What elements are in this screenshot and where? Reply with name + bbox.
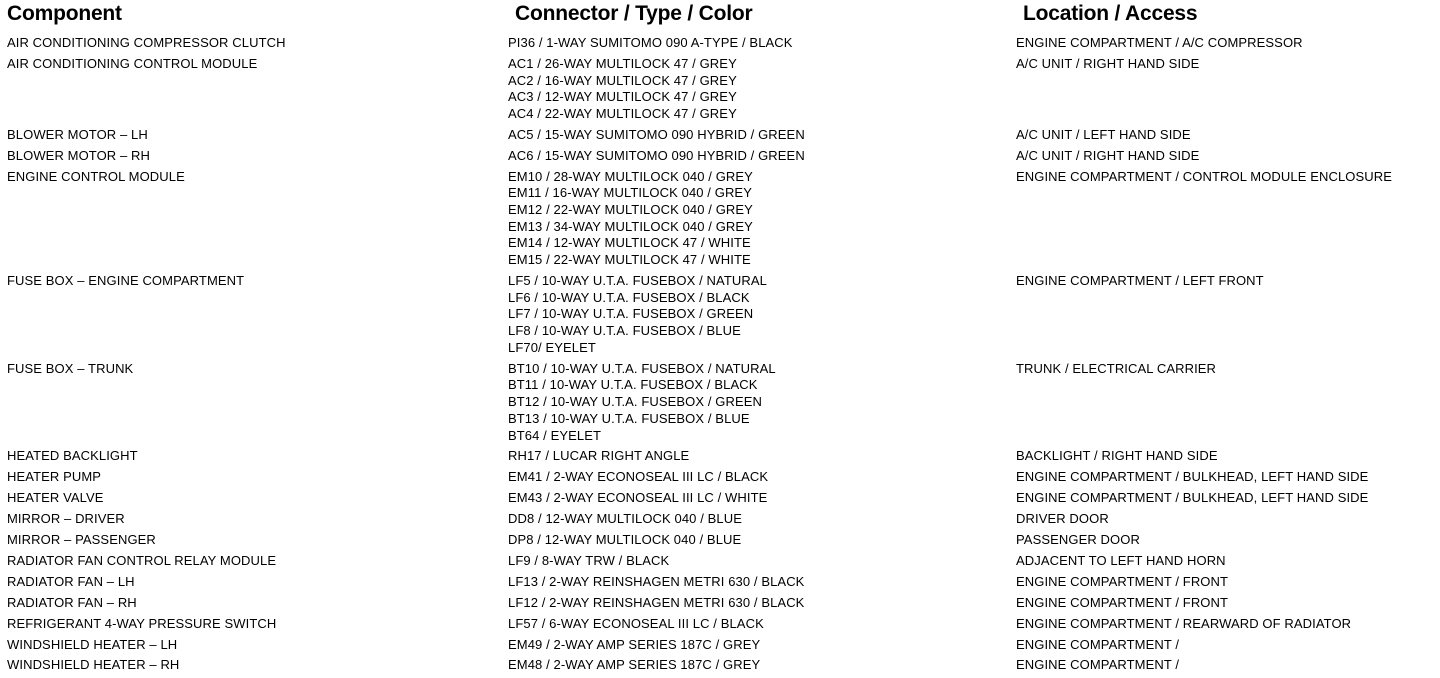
connector-line: EM49 / 2-WAY AMP SERIES 187C / GREY <box>508 636 761 652</box>
connector-line: EM14 / 12-WAY MULTILOCK 47 / WHITE <box>508 235 751 251</box>
component-cell: BLOWER MOTOR – LH <box>7 126 148 142</box>
connector-line: LF57 / 6-WAY ECONOSEAL III LC / BLACK <box>508 615 764 631</box>
component-cell: HEATER VALVE <box>7 490 104 506</box>
connector-line: DP8 / 12-WAY MULTILOCK 040 / BLUE <box>508 532 742 548</box>
table-row <box>0 574 1440 595</box>
connector-cell <box>508 511 1016 532</box>
connector-line: AC2 / 16-WAY MULTILOCK 47 / GREY <box>508 72 737 88</box>
connector-line: EM43 / 2-WAY ECONOSEAL III LC / WHITE <box>508 490 768 506</box>
connector-cell <box>508 35 1016 56</box>
location-cell: ENGINE COMPARTMENT / FRONT <box>1016 594 1229 610</box>
component-cell: AIR CONDITIONING CONTROL MODULE <box>7 55 258 71</box>
table-body <box>0 35 1440 678</box>
component-cell: RADIATOR FAN – RH <box>7 594 137 610</box>
table-row <box>0 469 1440 490</box>
location-cell: A/C UNIT / RIGHT HAND SIDE <box>1016 147 1200 163</box>
component-cell: FUSE BOX – ENGINE COMPARTMENT <box>7 273 245 289</box>
header-component: Component <box>7 2 122 25</box>
location-cell: PASSENGER DOOR <box>1016 532 1140 548</box>
connector-line: EM10 / 28-WAY MULTILOCK 040 / GREY <box>508 168 753 184</box>
location-cell: ENGINE COMPARTMENT / <box>1016 636 1180 652</box>
connector-line: EM48 / 2-WAY AMP SERIES 187C / GREY <box>508 657 761 673</box>
component-cell: MIRROR – DRIVER <box>7 511 125 527</box>
header-location: Location / Access <box>1023 2 1198 25</box>
connector-line: BT11 / 10-WAY U.T.A. FUSEBOX / BLACK <box>508 377 758 393</box>
component-cell: HEATER PUMP <box>7 469 102 485</box>
table-row <box>0 553 1440 574</box>
connector-cell <box>508 553 1016 574</box>
connector-line: BT64 / EYELET <box>508 427 602 443</box>
connector-line: LF12 / 2-WAY REINSHAGEN METRI 630 / BLACK <box>508 594 805 610</box>
component-cell: FUSE BOX – TRUNK <box>7 360 134 376</box>
connector-cell <box>508 273 1016 361</box>
table-row <box>0 273 1440 361</box>
connector-line: EM12 / 22-WAY MULTILOCK 040 / GREY <box>508 202 753 218</box>
connector-line: LF7 / 10-WAY U.T.A. FUSEBOX / GREEN <box>508 306 754 322</box>
location-cell: ENGINE COMPARTMENT / LEFT FRONT <box>1016 273 1264 289</box>
connector-cell <box>508 361 1016 449</box>
connector-cell <box>508 148 1016 169</box>
table-row <box>0 127 1440 148</box>
table-row <box>0 490 1440 511</box>
location-cell: TRUNK / ELECTRICAL CARRIER <box>1016 360 1217 376</box>
connector-line: EM41 / 2-WAY ECONOSEAL III LC / BLACK <box>508 469 769 485</box>
connector-cell <box>508 127 1016 148</box>
connector-line: LF8 / 10-WAY U.T.A. FUSEBOX / BLUE <box>508 323 741 339</box>
connector-cell <box>508 595 1016 616</box>
location-cell: ENGINE COMPARTMENT / BULKHEAD, LEFT HAND SIDE <box>1016 490 1369 506</box>
connector-line: LF6 / 10-WAY U.T.A. FUSEBOX / BLACK <box>508 289 750 305</box>
component-cell: RADIATOR FAN – LH <box>7 573 135 589</box>
component-cell: REFRIGERANT 4-WAY PRESSURE SWITCH <box>7 615 277 631</box>
location-cell: ADJACENT TO LEFT HAND HORN <box>1016 552 1226 568</box>
component-cell: MIRROR – PASSENGER <box>7 532 156 548</box>
connector-line: BT10 / 10-WAY U.T.A. FUSEBOX / NATURAL <box>508 360 776 376</box>
table-header <box>0 0 1440 30</box>
connector-cell <box>508 490 1016 511</box>
component-cell: BLOWER MOTOR – RH <box>7 147 151 163</box>
connector-line: LF13 / 2-WAY REINSHAGEN METRI 630 / BLACK <box>508 573 805 589</box>
connector-table <box>0 35 1440 678</box>
connector-cell <box>508 574 1016 595</box>
connector-line: BT12 / 10-WAY U.T.A. FUSEBOX / GREEN <box>508 394 763 410</box>
connector-line: LF5 / 10-WAY U.T.A. FUSEBOX / NATURAL <box>508 273 767 289</box>
table-row <box>0 169 1440 273</box>
connector-line: DD8 / 12-WAY MULTILOCK 040 / BLUE <box>508 511 743 527</box>
header-connector: Connector / Type / Color <box>515 2 753 25</box>
connector-line: AC6 / 15-WAY SUMITOMO 090 HYBRID / GREEN <box>508 147 805 163</box>
location-cell: DRIVER DOOR <box>1016 511 1109 527</box>
table-row <box>0 56 1440 127</box>
connector-cell <box>508 616 1016 637</box>
component-cell: RADIATOR FAN CONTROL RELAY MODULE <box>7 552 277 568</box>
table-row <box>0 448 1440 469</box>
connector-cell <box>508 56 1016 127</box>
connector-cell <box>508 448 1016 469</box>
connector-line: LF9 / 8-WAY TRW / BLACK <box>508 552 670 568</box>
component-cell: WINDSHIELD HEATER – RH <box>7 657 180 673</box>
table-row <box>0 511 1440 532</box>
location-cell: ENGINE COMPARTMENT / FRONT <box>1016 573 1229 589</box>
table-row <box>0 35 1440 56</box>
connector-line: AC3 / 12-WAY MULTILOCK 47 / GREY <box>508 89 737 105</box>
connector-cell <box>508 469 1016 490</box>
table-row <box>0 657 1440 678</box>
table-row <box>0 361 1440 449</box>
location-cell: ENGINE COMPARTMENT / BULKHEAD, LEFT HAND SIDE <box>1016 469 1369 485</box>
component-cell: WINDSHIELD HEATER – LH <box>7 636 178 652</box>
table-row <box>0 532 1440 553</box>
location-cell: ENGINE COMPARTMENT / REARWARD OF RADIATOR <box>1016 615 1352 631</box>
table-row <box>0 595 1440 616</box>
connector-line: EM11 / 16-WAY MULTILOCK 040 / GREY <box>508 185 752 201</box>
connector-line: RH17 / LUCAR RIGHT ANGLE <box>508 448 690 464</box>
location-cell: A/C UNIT / LEFT HAND SIDE <box>1016 126 1191 142</box>
component-cell: HEATED BACKLIGHT <box>7 448 138 464</box>
location-cell: BACKLIGHT / RIGHT HAND SIDE <box>1016 448 1218 464</box>
connector-cell <box>508 169 1016 273</box>
connector-line: PI36 / 1-WAY SUMITOMO 090 A-TYPE / BLACK <box>508 35 793 50</box>
connector-line: AC5 / 15-WAY SUMITOMO 090 HYBRID / GREEN <box>508 126 805 142</box>
location-cell: ENGINE COMPARTMENT / A/C COMPRESSOR <box>1016 35 1303 50</box>
location-cell: ENGINE COMPARTMENT / CONTROL MODULE ENCLOSURE <box>1016 168 1393 184</box>
connector-line: AC1 / 26-WAY MULTILOCK 47 / GREY <box>508 55 737 71</box>
component-cell: AIR CONDITIONING COMPRESSOR CLUTCH <box>7 35 286 50</box>
connector-line: EM15 / 22-WAY MULTILOCK 47 / WHITE <box>508 252 751 268</box>
connector-cell <box>508 532 1016 553</box>
connector-cell <box>508 657 1016 678</box>
connector-line: BT13 / 10-WAY U.T.A. FUSEBOX / BLUE <box>508 410 750 426</box>
location-cell: A/C UNIT / RIGHT HAND SIDE <box>1016 55 1200 71</box>
connector-cell <box>508 637 1016 658</box>
connector-line: AC4 / 22-WAY MULTILOCK 47 / GREY <box>508 106 737 121</box>
table-row <box>0 148 1440 169</box>
connector-line: EM13 / 34-WAY MULTILOCK 040 / GREY <box>508 218 753 234</box>
connector-line: LF70/ EYELET <box>508 339 596 355</box>
table-row <box>0 616 1440 637</box>
table-row <box>0 637 1440 658</box>
location-cell: ENGINE COMPARTMENT / <box>1016 657 1180 673</box>
component-cell: ENGINE CONTROL MODULE <box>7 168 185 184</box>
